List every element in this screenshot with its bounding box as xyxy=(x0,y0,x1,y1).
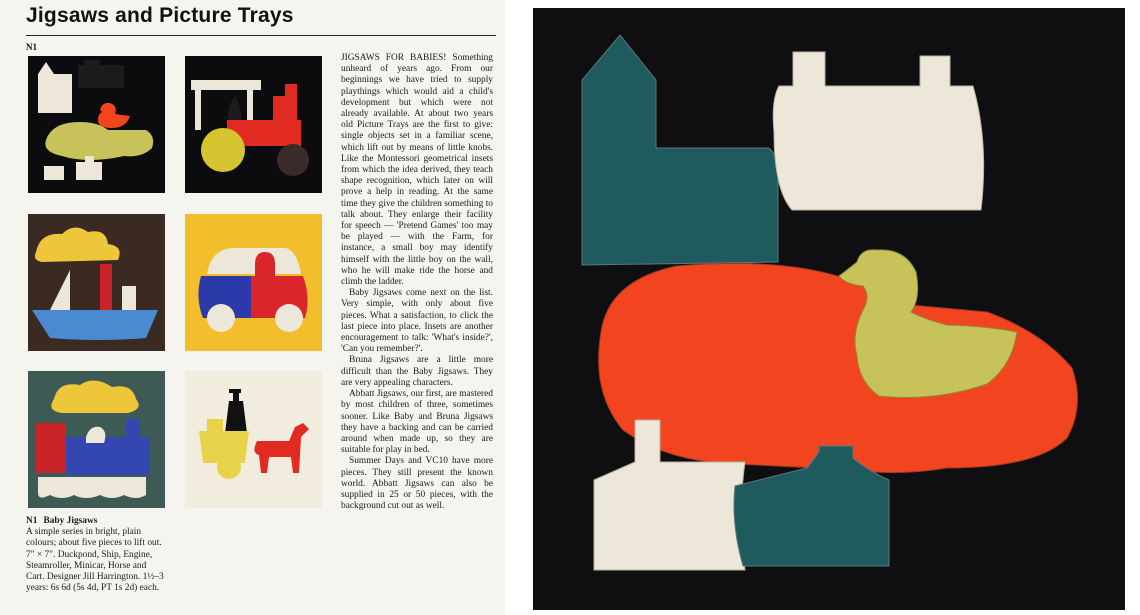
tile-horse-and-cart xyxy=(185,371,322,508)
caption-text: A simple series in bright, plain colours; about five pieces to lift out. 7" × 7". Duckpond, Ship, Engine, Steamroller, Minicar, Horse and Cart. Designer Jill Harrington. 1½–3 years: 6s 6d (5s 4d, PT 1s 2d) each. xyxy=(26,527,164,594)
tile-minicar xyxy=(185,214,322,351)
body-paragraph: Baby Jigsaws come next on the list. Very simple, with only about five pieces. What a satisfaction, to click the last piece into place. Insets are another encouragement to talk: 'What's inside?', 'Can you remember?'. xyxy=(341,288,493,355)
body-text xyxy=(341,53,493,512)
product-caption xyxy=(26,516,326,594)
catalogue-page xyxy=(0,0,505,615)
caption-title: Baby Jigsaws xyxy=(43,516,98,526)
caption-code: N1 xyxy=(26,516,38,526)
duckpond-image xyxy=(28,56,165,193)
body-paragraph: Bruna Jigsaws are a little more difficult than the Baby Jigsaws. They are very appealing characters. xyxy=(341,355,493,388)
horse-and-cart-image xyxy=(185,371,322,508)
body-paragraph: Abbatt Jigsaws, our first, are mastered by most children of three, sometimes sooner. Like Baby and Bruna Jigsaws they have a backing and can be carried around when made up, so they are suitable for play in bed. xyxy=(341,389,493,456)
tile-steamroller xyxy=(185,56,322,193)
minicar-image xyxy=(185,214,322,351)
catalogue-code: N1 xyxy=(26,42,37,52)
heading-rule xyxy=(26,35,496,36)
caption-title-line xyxy=(26,516,326,527)
engine-image xyxy=(28,371,165,508)
tile-duckpond xyxy=(28,56,165,193)
tile-engine xyxy=(28,371,165,508)
duckpond-puzzle-photo xyxy=(517,0,1140,615)
steamroller-image xyxy=(185,56,322,193)
page-heading: Jigsaws and Picture Trays xyxy=(26,4,294,27)
body-paragraph: JIGSAWS FOR BABIES! Something unheard of years ago. From our beginnings we have tried to supply playthings which would aid a child's development but which were not already available. At about two years old Picture Trays are the first to give: single objects set in a familiar scene, which lift out by means of little knobs. Like the Montessori geometrical insets from which the idea derived, they teach shape recognition, which later on will prove a help in reading. At the same time they give the children something to talk about. They enlarge their facility for speech — 'Pretend Games' too may be played — with the Farm, for instance, a small boy may identify himself with the little boy on the wall, who he will make ride the horse and climb the ladder. xyxy=(341,53,493,288)
tile-ship xyxy=(28,214,165,351)
duckpond-puzzle-image xyxy=(517,0,1140,615)
body-paragraph: Summer Days and VC10 have more pieces. They still present the known world. Abbatt Jigsaws can also be supplied in 25 or 50 pieces, with the background cut out as well. xyxy=(341,456,493,512)
ship-image xyxy=(28,214,165,351)
